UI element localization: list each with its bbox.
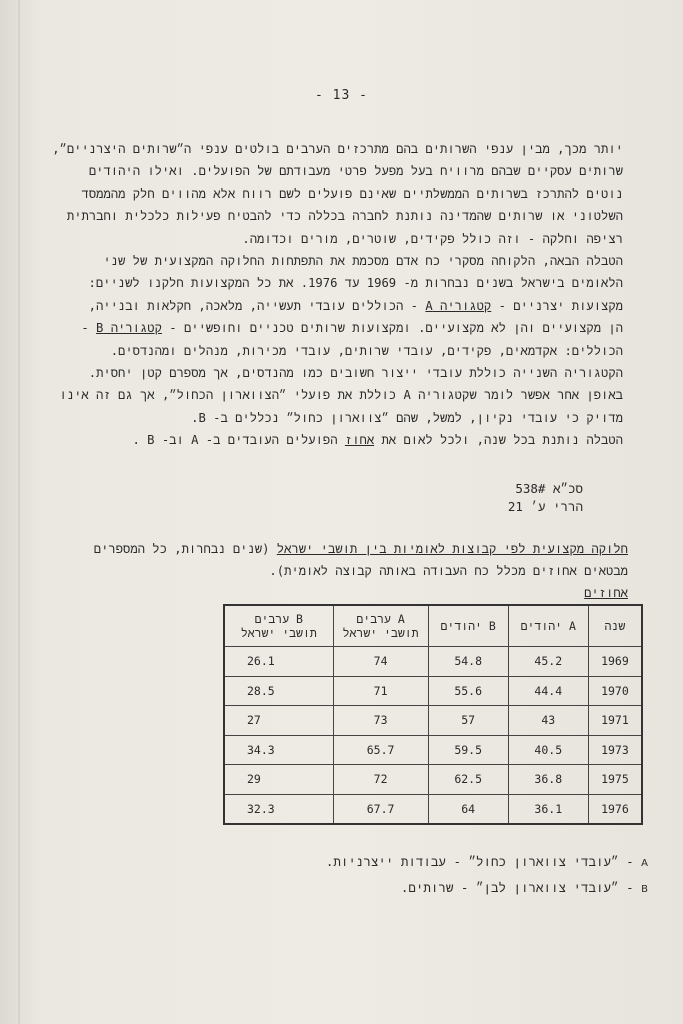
footnote-a-text: - ״עובדי צווארון כחול״ - עבודות ייצרניות.	[325, 854, 634, 869]
cell-year: 1975	[588, 765, 642, 795]
cell-year: 1971	[588, 706, 642, 736]
paragraph-1-line-2: שרותים עסקיים שבהם מרוויח בעל מפעל פרטי מעבודתם של הפועלים. ואילו היהודים	[88, 164, 623, 179]
caption-line-1	[48, 538, 628, 560]
header-arabs-b-line-1: B ערבים	[254, 612, 303, 626]
line-3-suffix: - הכוללים עובדי תעשייה, מלאכה, חקלאות ובנייה,	[88, 298, 426, 313]
paragraph-2-line-3	[43, 295, 623, 317]
header-arabs-a	[333, 605, 428, 647]
cell-arabs-b: 28.5	[224, 676, 333, 706]
cell-arabs-a: 65.7	[333, 735, 428, 765]
table-row	[224, 647, 642, 677]
line-3-prefix: מקצועות יצרניים -	[491, 298, 623, 313]
source-reference-line-1: סכ״א 538#	[515, 481, 583, 496]
paragraph-1-line-1: יותר מכך, מבין ענפי השרותים בהם מתרכזים הערבים בולטים ענפי ה״שרותים היצרניים״,	[52, 142, 623, 156]
paragraph-2-line-9	[43, 429, 623, 451]
cell-arabs-a: 74	[333, 647, 428, 677]
cell-arabs-a: 67.7	[333, 794, 428, 824]
line-9-suffix: הפועלים העובדים ב- A וב- B .	[132, 433, 345, 448]
cell-jews-a: 44.4	[508, 676, 588, 706]
cell-jews-a: 43	[508, 706, 588, 736]
paragraph-1-line-3: נוטים להתרכז בשרותים הממשלתיים שאינם פועלים לשם רווח אלא מהווים חלק מהממסד	[81, 186, 623, 201]
header-arabs-a-line-2: תושבי ישראל	[342, 626, 419, 640]
cell-jews-a: 40.5	[508, 735, 588, 765]
header-year: שנה	[588, 605, 642, 647]
cell-jews-b: 54.8	[428, 647, 508, 677]
source-reference	[508, 480, 583, 516]
cell-year: 1970	[588, 676, 642, 706]
footnote-b-label: B	[641, 884, 648, 895]
paragraph-2-line-1: הטבלה הבאה, הלקוחה מסקרי כח אדם מסכמת את התפתחות החלוקה המקצועית של שני	[103, 254, 623, 268]
paragraph-2	[43, 250, 623, 452]
cell-arabs-a: 72	[333, 765, 428, 795]
caption-unit: אחוזים	[584, 586, 628, 600]
cell-arabs-b: 34.3	[224, 735, 333, 765]
table-row	[224, 794, 642, 824]
page-crease	[18, 0, 20, 1024]
header-arabs-a-line-1: A ערבים	[356, 612, 405, 626]
header-arabs-b-line-2: תושבי ישראל	[240, 626, 317, 640]
footnote-b	[401, 878, 648, 900]
table-caption	[48, 538, 628, 604]
table-row	[224, 676, 642, 706]
cell-arabs-b: 26.1	[224, 647, 333, 677]
paragraph-2-line-6: הקטגוריה השנייה כוללת עובדי ייצור חשובים כמו מהנדסים, אך מספרם קטן יחסית.	[88, 365, 623, 380]
paragraph-1	[43, 138, 623, 250]
footnote-a-label: A	[641, 858, 648, 869]
cell-year: 1969	[588, 647, 642, 677]
caption-line-1-rest: (שנים נבחרות, כל המספרים	[93, 542, 277, 556]
cell-jews-a: 36.8	[508, 765, 588, 795]
line-4-prefix: הן מקצועיים והן לא מקצועיים. ומקצועות שרותים טכניים וחופשיים -	[161, 321, 623, 336]
cell-arabs-b: 32.3	[224, 794, 333, 824]
percent-term: אחוז	[344, 433, 375, 448]
paragraph-1-line-5: רציפה וחלקה - וזה כולל פקידים, שוטרים, מורים וכדומה.	[242, 231, 623, 246]
header-jews-a: A יהודים	[508, 605, 588, 647]
source-reference-line-2: הררי ע׳ 21	[507, 499, 583, 514]
footnote-b-text: - ״עובדי צווארון לבן״ - שרותים.	[400, 880, 634, 895]
table-row	[224, 706, 642, 736]
cell-jews-b: 59.5	[428, 735, 508, 765]
footnote-a	[326, 852, 648, 874]
cell-jews-b: 62.5	[428, 765, 508, 795]
cell-year: 1973	[588, 735, 642, 765]
table-header-row	[224, 605, 642, 647]
cell-jews-b: 64	[428, 794, 508, 824]
cell-arabs-b: 27	[224, 706, 333, 736]
paragraph-2-line-8: מדויק כי עובדי נקיון, למשל, שהם ״צווארון כחול״ נכללים ב- B.	[191, 410, 623, 425]
cell-jews-b: 55.6	[428, 676, 508, 706]
paragraph-2-line-4	[43, 317, 623, 339]
page-number: - 13 -	[315, 88, 368, 103]
caption-line-2: מבטאים אחוזים מכלל כח העבודה באותה קבוצה לאומית).	[269, 564, 628, 578]
cell-jews-b: 57	[428, 706, 508, 736]
cell-arabs-a: 71	[333, 676, 428, 706]
category-b-term: קטגוריה B	[96, 321, 162, 336]
category-a-term: קטגוריה A	[425, 298, 492, 313]
paragraph-2-line-7: באופן אחר אפשר לומר שקטגוריה A כוללת את פועלי ״הצווארון הכחול״, אך גם זה אינו	[59, 388, 623, 403]
header-jews-b: B יהודים	[428, 605, 508, 647]
caption-title: חלוקה מקצועית לפי קבוצות לאומיות בין תושבי ישראל	[276, 542, 628, 556]
cell-jews-a: 36.1	[508, 794, 588, 824]
cell-year: 1976	[588, 794, 642, 824]
occupation-table	[223, 604, 643, 825]
cell-jews-a: 45.2	[508, 647, 588, 677]
caption-unit-row	[48, 582, 628, 604]
table-row	[224, 765, 642, 795]
paragraph-2-line-5: הכוללים: אקדמאים, פקידים, עובדי שרותים, עובדי מכירות, מנהלים ומהנדסים.	[110, 343, 623, 358]
line-4-suffix: -	[81, 321, 97, 336]
paragraph-1-line-4: השלטוני או שרותים שהמדינה נותנת לחברה בכללה כדי להבטיח פעילות כלכלית וחברתית	[66, 209, 623, 224]
header-arabs-b	[224, 605, 333, 647]
table-row	[224, 735, 642, 765]
cell-arabs-b: 29	[224, 765, 333, 795]
paragraph-2-line-2: הלאומים בישראל בשנים נבחרות מ- 1969 עד 1976. את כל המקצועות חלקנו לשניים:	[88, 276, 623, 291]
line-9-prefix: הטבלה נותנת בכל שנה, ולכל לאום את	[374, 433, 623, 448]
cell-arabs-a: 73	[333, 706, 428, 736]
